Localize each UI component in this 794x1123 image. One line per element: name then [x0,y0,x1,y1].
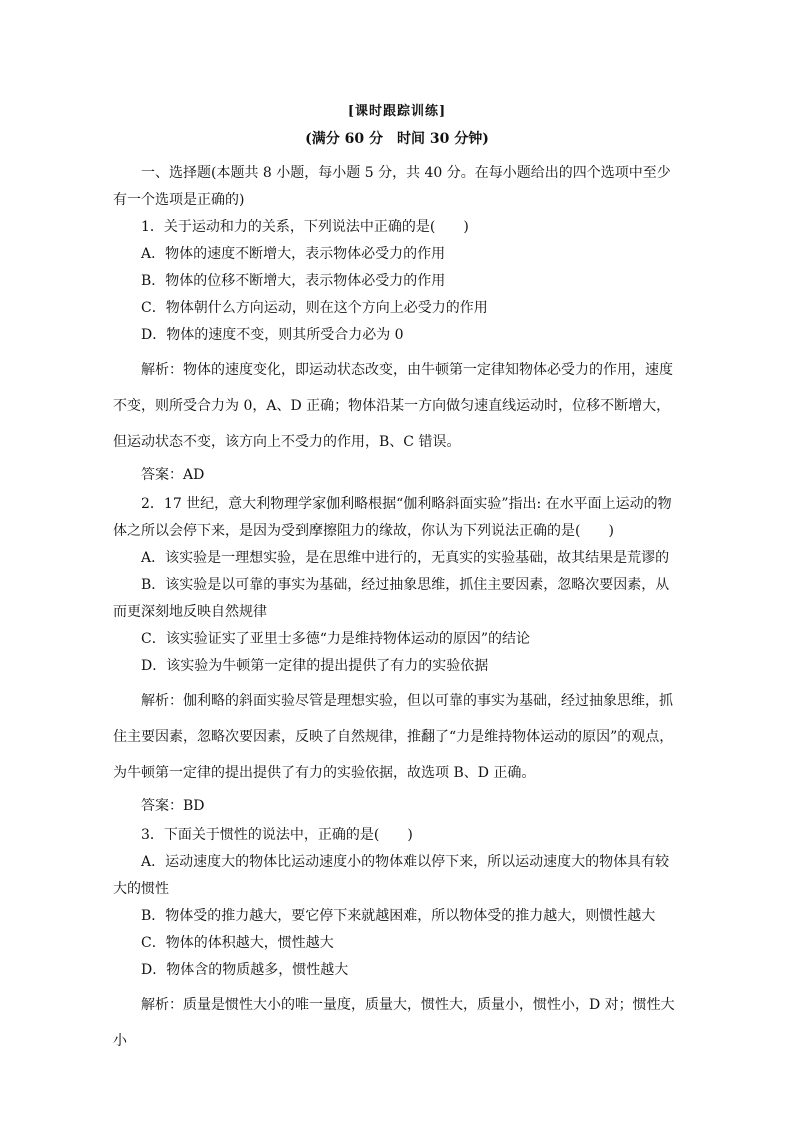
section-heading: 一、选择题(本题共 8 小题，每小题 5 分，共 40 分。在每小题给出的四个选项中至少有一个选项是正确的) [113,165,671,208]
question-2-explanation: 解析：伽利略的斜面实验尽管是理想实验，但以可靠的事实为基础，经过抽象思维，抓住主要因素，忽略次要因素，反映了自然规律，推翻了“力是维持物体运动的原因”的观点，为牛顿第一定律的提出提供了有力的实验依据，故选项 B、D 正确。 [113,693,674,781]
question-3-stem: 3．下面关于惯性的说法中，正确的是( ) [141,827,413,843]
question-1-option-c: C．物体朝什么方向运动，则在这个方向上必受力的作用 [141,300,488,316]
question-2-option-c: C．该实验证实了亚里士多德“力是维持物体运动的原因”的结论 [141,631,531,647]
content-body [113,160,683,1059]
question-1-explanation: 解析：物体的速度变化，即运动状态改变，由牛顿第一定律知物体必受力的作用，速度不变，则所受合力为 0，A、D 正确；物体沿某一方向做匀速直线运动时，位移不断增大，但运动状态不变，该方向上不受力的作用，B、C 错误。 [113,362,673,450]
question-3-option-c: C．物体的体积越大，惯性越大 [141,935,334,951]
question-1-option-d: D．物体的速度不变，则其所受合力必为 0 [141,327,404,343]
question-3-option-b: B．物体受的推力越大，要它停下来就越困难，所以物体受的推力越大，则惯性越大 [141,908,656,924]
question-3-option-a: A．运动速度大的物体比运动速度小的物体难以停下来，所以运动速度大的物体具有较大的惯性 [113,854,670,897]
question-1-option-b: B．物体的位移不断增大，表示物体必受力的作用 [141,273,446,289]
question-2-stem: 2．17 世纪，意大利物理学家伽利略根据“伽利略斜面实验”指出: 在水平面上运动的物体之所以会停下来，是因为受到摩擦阻力的缘故，你认为下列说法正确的是( ) [113,496,672,539]
question-2-answer: 答案：BD [141,798,205,814]
question-3-explanation: 解析：质量是惯性大小的唯一量度，质量大，惯性大，质量小，惯性小，D 对；惯性大小 [113,997,675,1049]
question-3-option-d: D．物体含的物质越多，惯性越大 [141,962,349,978]
question-1-stem: 1．关于运动和力的关系，下列说法中正确的是( ) [141,219,469,235]
page-subtitle: (满分 60 分 时间 30 分钟) [305,131,489,147]
question-2-option-a: A．该实验是一理想实验，是在思维中进行的，无真实的实验基础，故其结果是荒谬的 [141,550,670,566]
question-2-option-b: B．该实验是以可靠的事实为基础，经过抽象思维，抓住主要因素，忽略次要因素，从而更深刻地反映自然规律 [113,577,670,620]
page-title: [课时跟踪训练] [347,104,447,119]
question-1-option-a: A．物体的速度不断增大，表示物体必受力的作用 [141,246,446,262]
question-1-answer: 答案：AD [141,467,205,483]
question-2-option-d: D．该实验为牛顿第一定律的提出提供了有力的实验依据 [141,658,489,674]
